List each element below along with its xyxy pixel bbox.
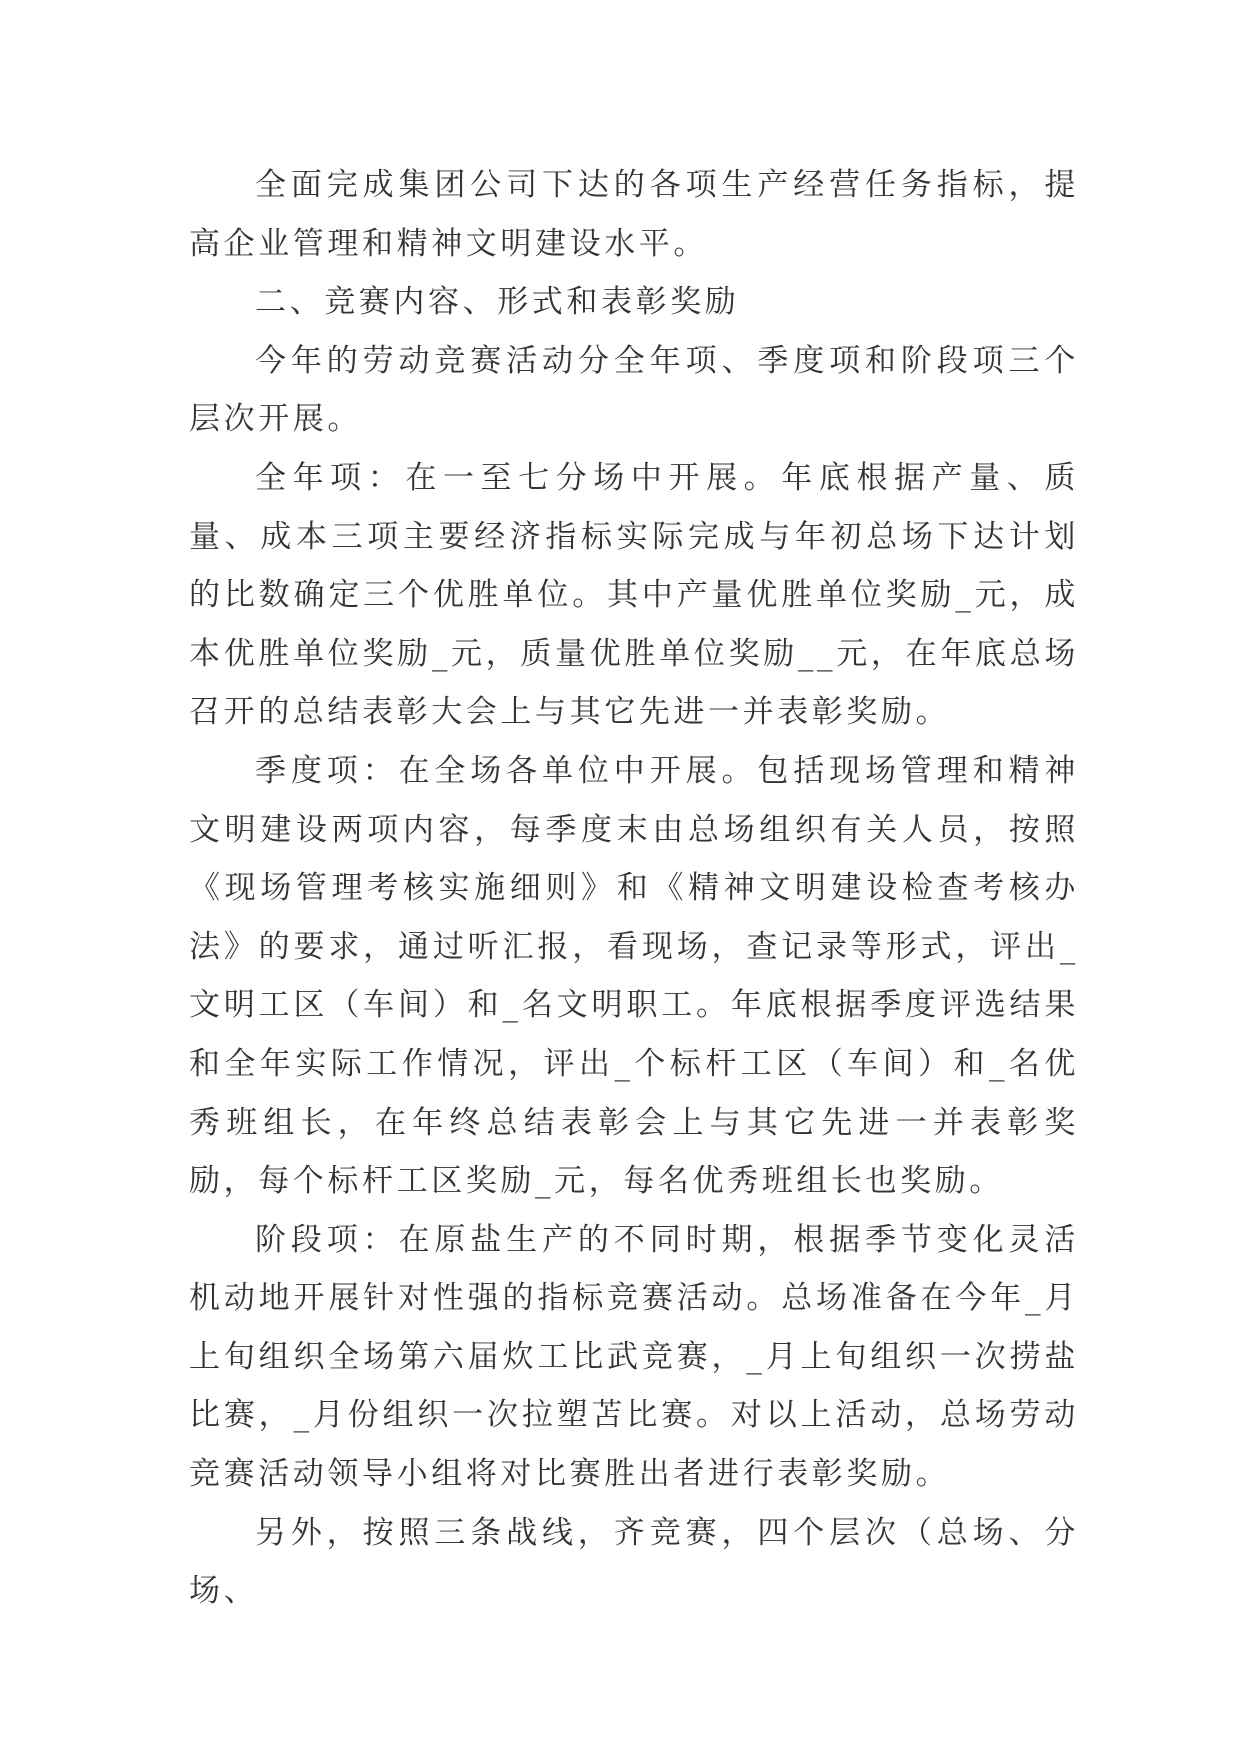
paragraph-task-goals: 全面完成集团公司下达的各项生产经营任务指标，提高企业管理和精神文明建设水平。	[189, 167, 1079, 262]
document-body	[189, 156, 1079, 1621]
paragraph-additional: 另外，按照三条战线，齐竞赛，四个层次（总场、分场、	[189, 1514, 1079, 1610]
section-heading-contest-content: 二、竞赛内容、形式和表彰奖励	[255, 284, 740, 321]
paragraph-annual-item: 全年项：在一至七分场中开展。年底根据产量、质量、成本三项主要经济指标实际完成与年初总场下达计划的比数确定三个优胜单位。其中产量优胜单位奖励_元，成本优胜单位奖励_元，质量优胜单位奖励__元，在年底总场召开的总结表彰大会上与其它先进一并表彰奖励。	[189, 459, 1079, 731]
paragraph-quarterly-item: 季度项：在全场各单位中开展。包括现场管理和精神文明建设两项内容，每季度末由总场组织有关人员，按照《现场管理考核实施细则》和《精神文明建设检查考核办法》的要求，通过听汇报，看现场，查记录等形式，评出_文明工区（车间）和_名文明职工。年底根据季度评选结果和全年实际工作情况，评出_个标杆工区（车间）和_名优秀班组长，在年终总结表彰会上与其它先进一并表彰奖励，每个标杆工区奖励_元，每名优秀班组长也奖励。	[189, 752, 1079, 1200]
paragraph-contest-levels: 今年的劳动竞赛活动分全年项、季度项和阶段项三个层次开展。	[189, 342, 1079, 438]
paragraph-stage-item: 阶段项：在原盐生产的不同时期，根据季节变化灵活机动地开展针对性强的指标竞赛活动。总场准备在今年_月上旬组织全场第六届炊工比武竞赛，_月上旬组织一次捞盐比赛，_月份组织一次拉塑苫比赛。对以上活动，总场劳动竞赛活动领导小组将对比赛胜出者进行表彰奖励。	[189, 1221, 1079, 1493]
